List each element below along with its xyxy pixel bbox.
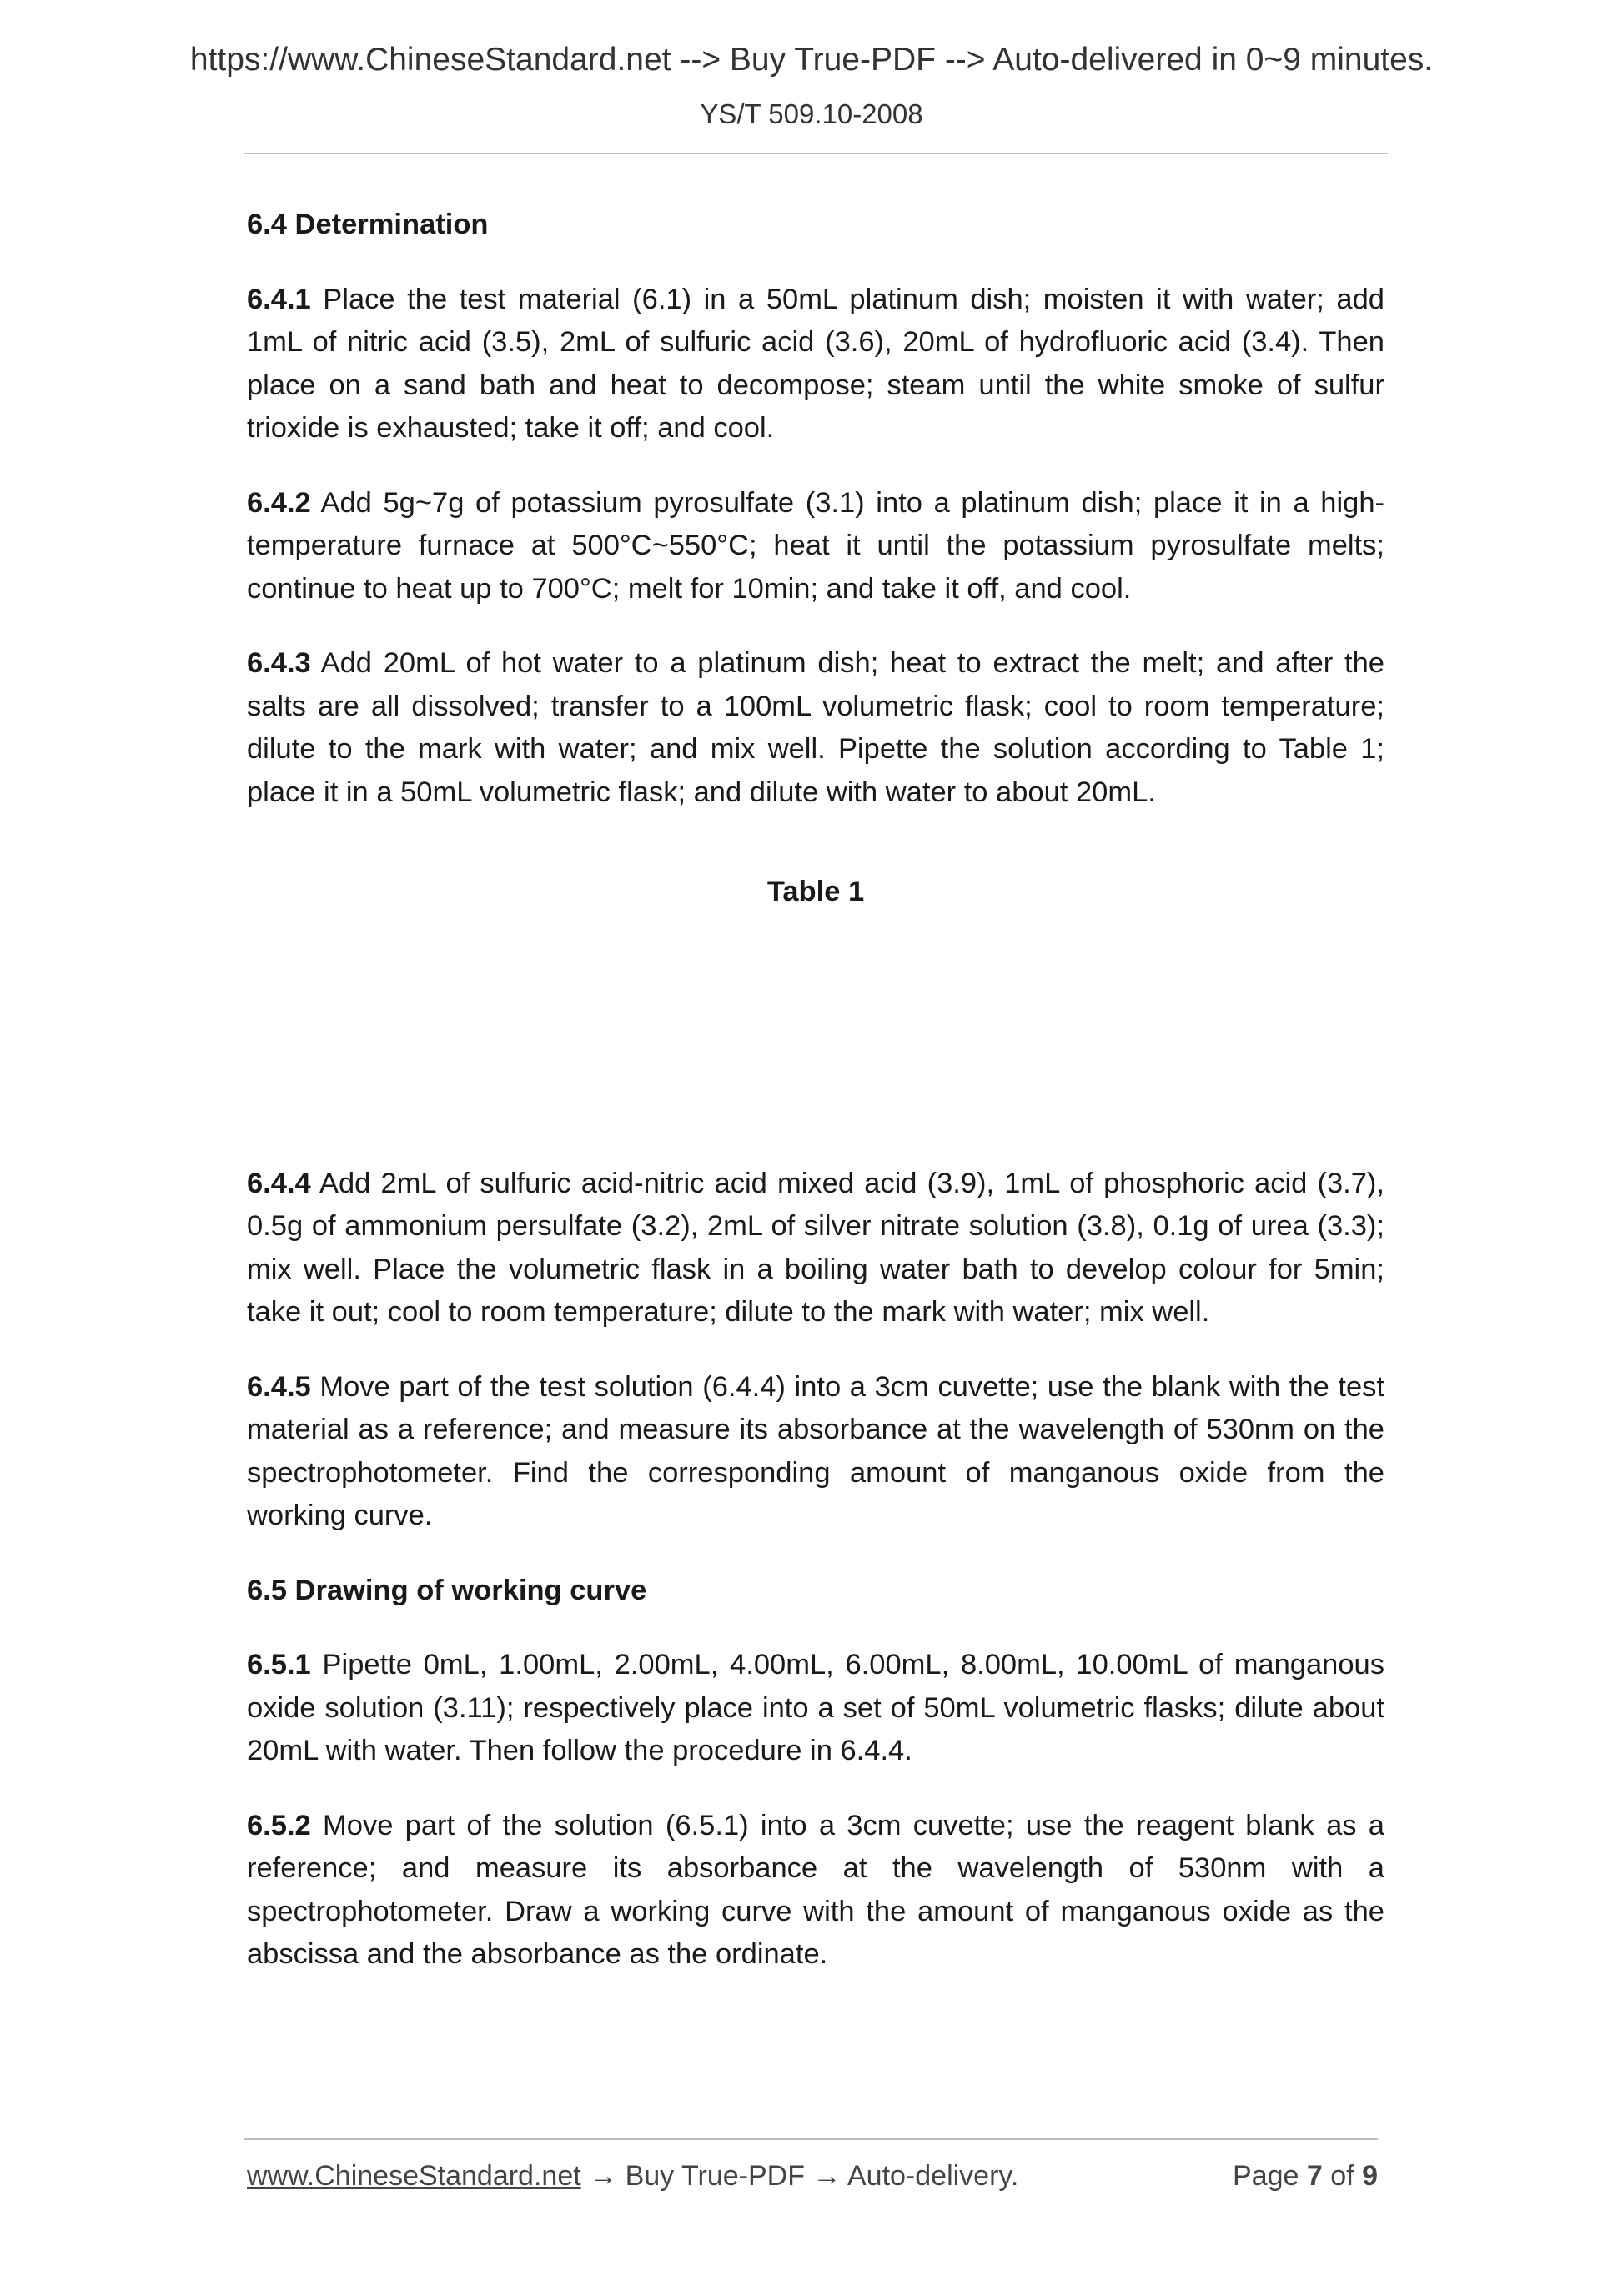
paragraph-6-5-1 — [247, 1644, 1384, 1773]
clause-text: Place the test material (6.1) in a 50mL platinum dish; moisten it with water; add 1mL of nitric acid (3.5), 2mL of sulfuric acid (3.6), 20mL of hydrofluoric acid (3.4). Then place on a sand bath and heat to decompose; steam until the white smoke of sulfur trioxide is exhausted; take it off; and cool. — [247, 283, 1384, 444]
table-1-title: Table 1 — [766, 876, 865, 907]
footer-tagline: → Buy True-PDF → Auto-delivery. — [580, 2160, 1019, 2192]
top-banner-url[interactable]: https://www.ChineseStandard.net --> Buy True-PDF --> Auto-delivered in 0~9 minutes. — [189, 42, 1434, 78]
clause-text: Add 2mL of sulfuric acid-nitric acid mixed acid (3.9), 1mL of phosphoric acid (3.7), 0.5g of ammonium persulfate (3.2), 2mL of silver nitrate solution (3.8), 0.1g of urea (3.3); mix well. Place the volumetric flask in a boiling water bath to develop colour for 5min; take it out; cool to room temperature; dilute to the mark with water; mix well. — [247, 1167, 1384, 1328]
paragraph-6-4-3 — [247, 642, 1384, 814]
clause-text: Add 20mL of hot water to a platinum dish; heat to extract the melt; and after the salts are all dissolved; transfer to a 100mL volumetric flask; cool to room temperature; dilute to the mark with water; and mix well. Pipette the solution according to Table 1; place it in a 50mL volumetric flask; and dilute with water to about 20mL. — [247, 647, 1384, 808]
clause-number: 6.4.1 — [247, 283, 311, 315]
clause-text: Move part of the solution (6.5.1) into a 3cm cuvette; use the reagent blank as a reference; and measure its absorbance at the wavelength of 530nm with a spectrophotometer. Draw a working curve with the amount of manganous oxide as the abscissa and the absorbance as the ordinate. — [247, 1809, 1384, 1970]
clause-text: Add 5g~7g of potassium pyrosulfate (3.1) into a platinum dish; place it in a high-temperature furnace at 500°C~550°C; heat it until the potassium pyrosulfate melts; continue to heat up to 700°C; melt for 10min; and take it off, and cool. — [247, 486, 1384, 605]
page-word: Page — [1233, 2160, 1307, 2192]
page-total: 9 — [1362, 2160, 1378, 2192]
paragraph-6-4-4 — [247, 1163, 1384, 1334]
clause-text: Move part of the test solution (6.4.4) into a 3cm cuvette; use the blank with the test material as a reference; and measure its absorbance at the wavelength of 530nm on the spectrophotometer. Find the corresponding amount of manganous oxide from the working curve. — [247, 1370, 1384, 1531]
clause-text: Pipette 0mL, 1.00mL, 2.00mL, 4.00mL, 6.00mL, 8.00mL, 10.00mL of manganous oxide solution (3.11); respectively place into a set of 50mL volumetric flasks; dilute about 20mL with water. Then follow the procedure in 6.4.4. — [247, 1649, 1384, 1766]
header-divider — [244, 153, 1388, 154]
table-1-area — [247, 914, 1384, 1131]
page-counter — [1233, 2160, 1378, 2193]
section-heading-6-5: 6.5 Drawing of working curve — [247, 1574, 647, 1606]
footer-promo — [247, 2160, 1018, 2193]
clause-number: 6.4.5 — [247, 1370, 311, 1403]
page-current: 7 — [1306, 2160, 1323, 2192]
footer-divider — [244, 2138, 1378, 2140]
clause-number: 6.4.2 — [247, 486, 311, 519]
standard-number-header: YS/T 509.10-2008 — [700, 98, 923, 129]
paragraph-6-4-1 — [247, 279, 1384, 450]
paragraph-6-4-5 — [247, 1366, 1384, 1538]
clause-number: 6.5.2 — [247, 1809, 311, 1841]
clause-number: 6.4.4 — [247, 1167, 311, 1199]
paragraph-6-5-2 — [247, 1805, 1384, 1977]
document-body — [247, 203, 1384, 1977]
footer-site-link[interactable]: www.ChineseStandard.net — [247, 2160, 581, 2192]
clause-number: 6.5.1 — [247, 1649, 311, 1681]
paragraph-6-4-2 — [247, 482, 1384, 611]
clause-number: 6.4.3 — [247, 647, 311, 679]
page-of: of — [1322, 2160, 1363, 2192]
section-heading-6-4: 6.4 Determination — [247, 208, 489, 240]
